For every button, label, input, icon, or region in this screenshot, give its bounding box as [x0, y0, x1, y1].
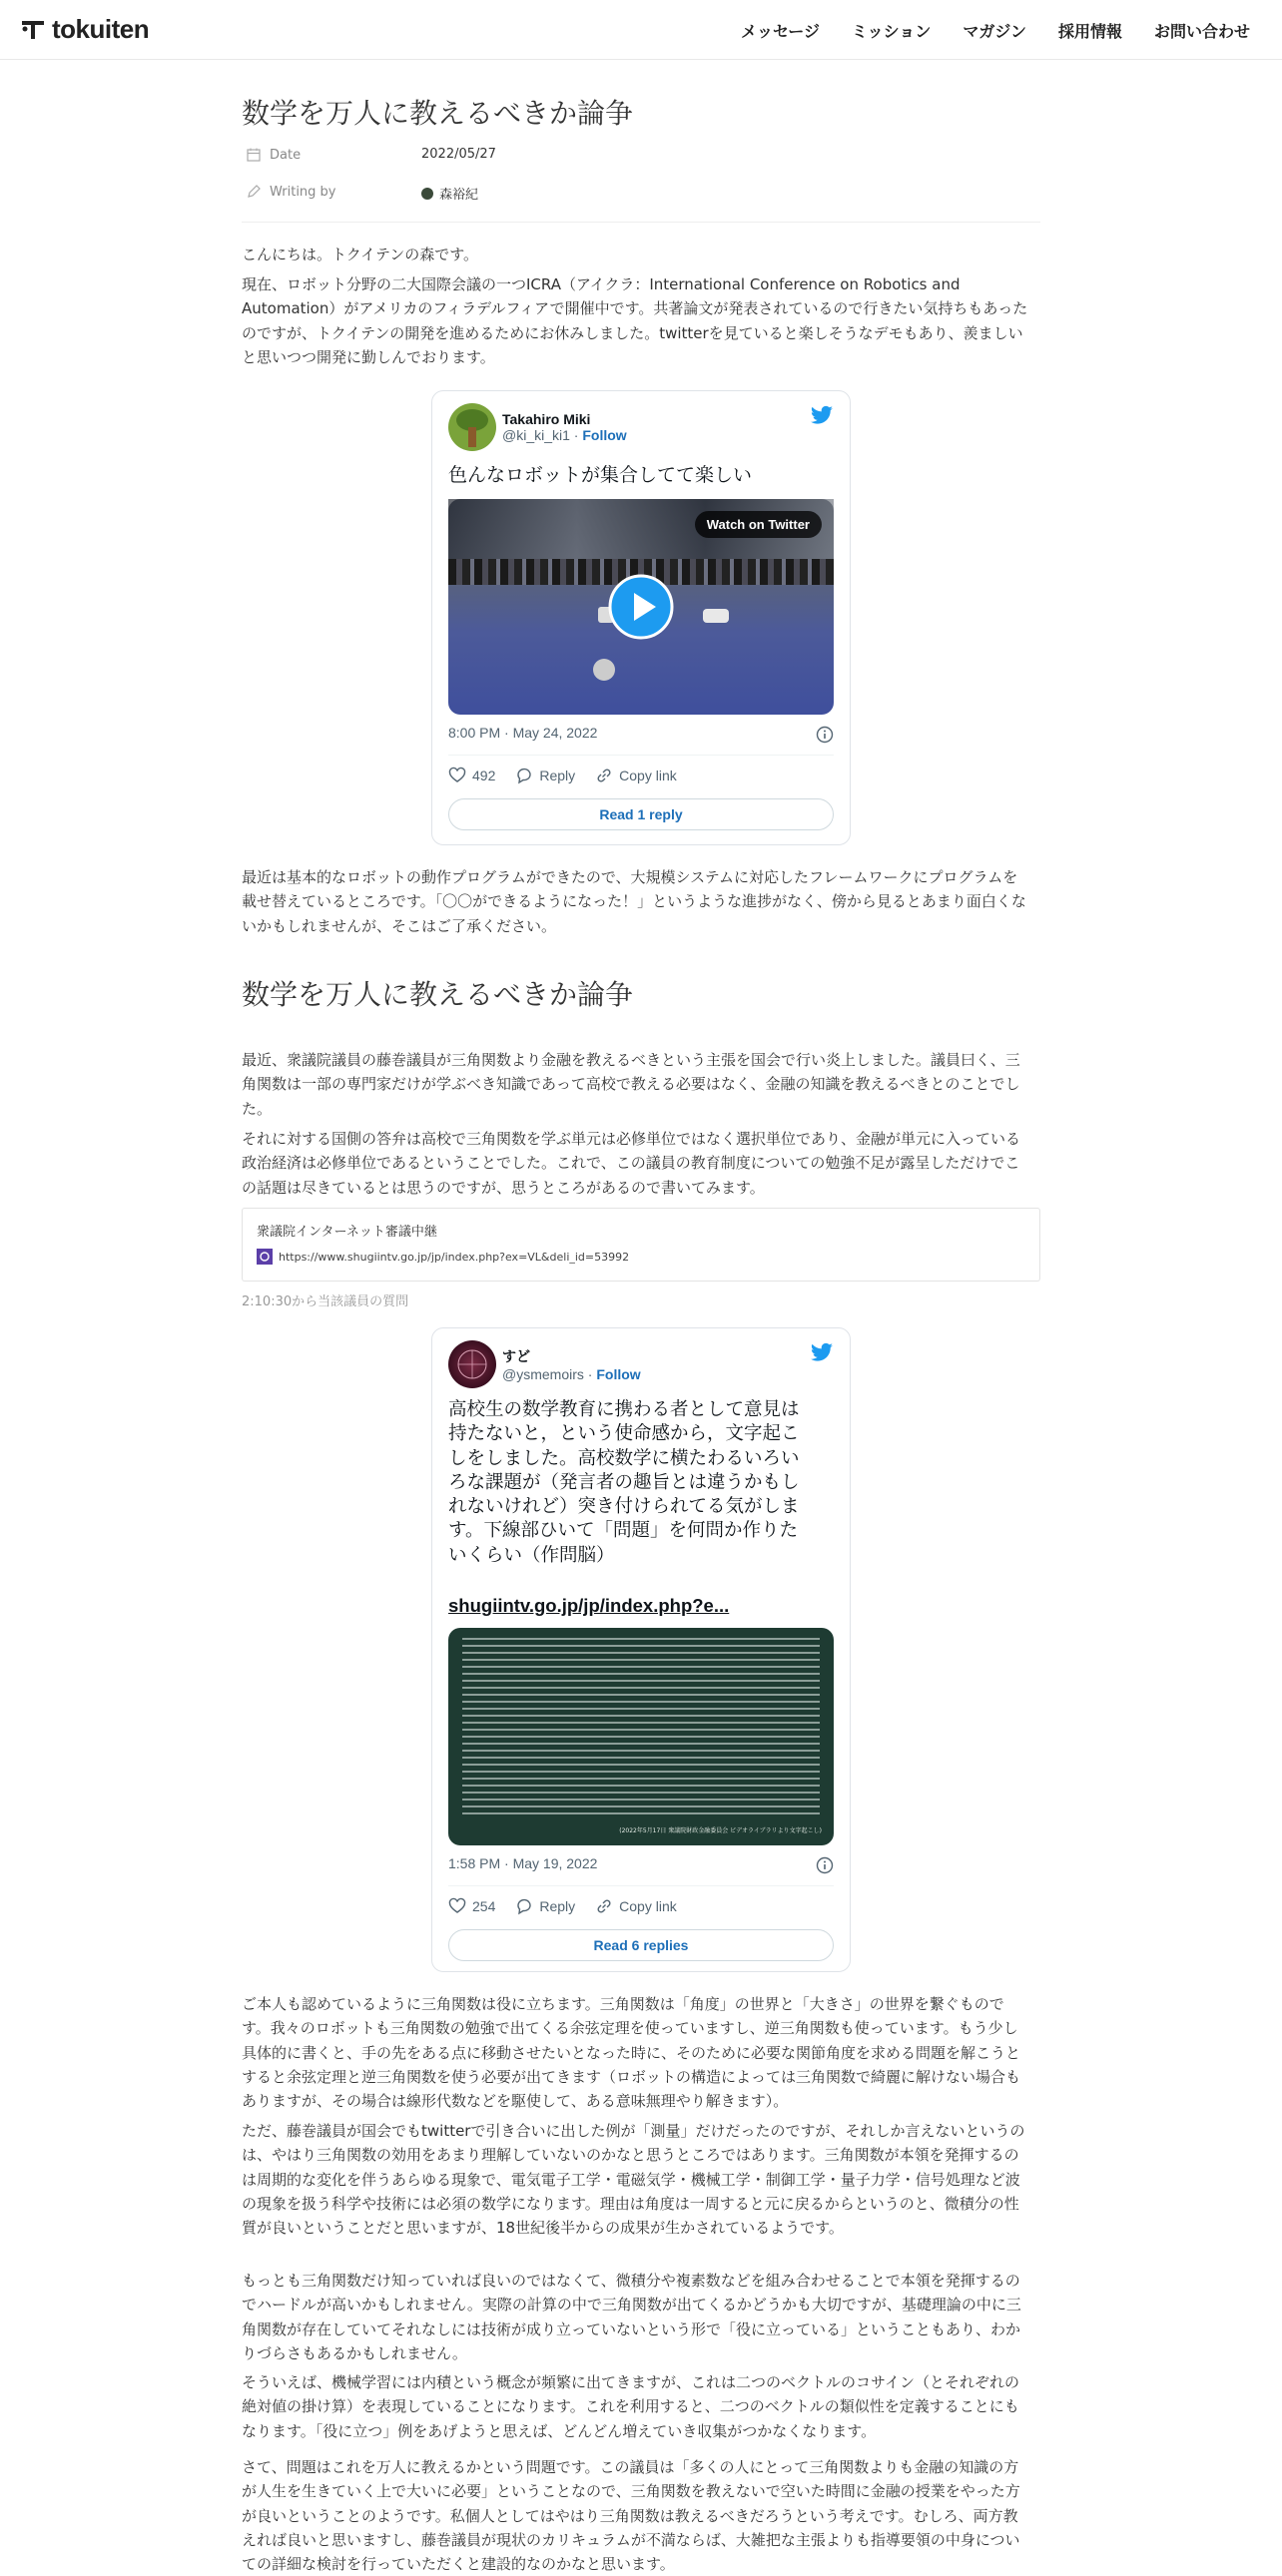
link-card-url-row [257, 1249, 629, 1265]
read-replies-button[interactable]: Read 6 replies [448, 1929, 834, 1961]
tweet-author: すど @ysmemoirs · Follow [448, 1340, 641, 1388]
info-icon[interactable] [816, 726, 834, 744]
image-caption: (2022年5月17日 衆議院財政金融委員会 ビデオライブラリより文字起こし) [619, 1827, 822, 1834]
copy-link-action[interactable]: Copy link [595, 1897, 677, 1915]
main-nav [741, 19, 1250, 42]
meta-divider [242, 222, 1040, 223]
author-meta [246, 184, 336, 200]
like-action[interactable] [448, 1897, 495, 1915]
twitter-bird-icon[interactable] [810, 1340, 834, 1364]
link-icon [595, 1897, 613, 1915]
transcript-text-block [462, 1638, 820, 1817]
copy-link-action[interactable]: Copy link [595, 767, 677, 784]
tweet-video[interactable] [448, 499, 834, 715]
nav-recruit[interactable]: 採用情報 [1057, 22, 1122, 41]
follow-button[interactable]: Follow [582, 427, 627, 443]
reply-action[interactable]: Reply [515, 767, 575, 784]
logo[interactable] [20, 14, 149, 45]
tweet-actions [448, 767, 677, 784]
date-value: 2022/05/27 [421, 147, 496, 162]
author-avatar [421, 188, 433, 200]
closing-paragraph-4: そういえば、機械学習には内積という概念が頻繁に出てきますが、これは二つのベクトルのコサイン（とそれぞれの絶対値の掛け算）を表現していることになります。これを利用すると、二つのベクトルの類似性を定義することにもなります。「役に立つ」例をあげようと思えば、どんどん増えていき収集がつかなくなります。 [242, 2373, 1019, 2440]
tokuiten-logo-icon [20, 17, 46, 43]
link-card[interactable] [242, 1208, 1040, 1282]
reply-icon [515, 767, 533, 784]
site-header [0, 0, 1282, 60]
nav-message[interactable]: メッセージ [740, 22, 820, 41]
avatar[interactable] [448, 403, 496, 451]
play-icon[interactable] [609, 575, 673, 639]
tweet-divider [448, 755, 834, 756]
link-card-title: 衆議院インターネット審議中継 [257, 1225, 437, 1240]
follow-button[interactable]: Follow [596, 1366, 641, 1382]
pen-icon [246, 184, 262, 200]
tweet-text: 高校生の数学教育に携わる者として意見は 持たないと，という使命感から，文字起こ しをしました。高校数学に横たわるいろい ろな課題が（発言者の趣旨とは違うかもし れないけれど）突き付けられてる気がしま す。下線部ひいて「問題」を何問か作りた いくらい（作問脳） [448, 1399, 800, 1566]
robot-dog-figure [703, 609, 729, 623]
tweet-timestamp[interactable]: 1:58 PM · May 19, 2022 [448, 1855, 598, 1871]
tweet-author-name[interactable]: Takahiro Miki [502, 411, 591, 427]
like-count: 254 [472, 1898, 496, 1914]
author-label: Writing by [270, 184, 336, 200]
embedded-tweet-1[interactable] [431, 390, 851, 845]
twitter-bird-icon[interactable] [810, 403, 834, 427]
tweet-actions [448, 1897, 677, 1915]
tweet-link[interactable]: shugiintv.go.jp/jp/index.php?e... [448, 1595, 730, 1616]
link-icon [595, 767, 613, 784]
section-paragraph-1: 最近、衆議院議員の藤巻議員が三角関数より金融を教えるべきという主張を国会で行い炎上しました。議員曰く、三角関数は一部の専門家だけが学ぶべき知識であって高校で教える必要はなく、金融の知識を教えるべきとのことでした。 [242, 1051, 1020, 1118]
tweet-image[interactable] [448, 1628, 834, 1845]
robot-wheel-figure [593, 659, 615, 681]
tweet-author-handle[interactable]: @ysmemoirs [502, 1366, 584, 1382]
section-paragraph-2: それに対する国側の答弁は高校で三角関数を学ぶ単元は必修単位ではなく選択単位であり、金融が単元に入っている政治経済は必修単位であるということでした。これで、この議員の教育制度についての勉強不足が露呈しただけでこの話題は尽きているとは思うのですが、思うところがあるので書いてみます。 [242, 1130, 1021, 1197]
paragraph-progress: 最近は基本的なロボットの動作プログラムができたので、大規模システムに対応したフレームワークにプログラムを載せ替えているところです。「〇〇ができるようになった！」というような進捗がなく、傍から見るとあまり面白くないかもしれませんが、そこはご了承ください。 [242, 868, 1026, 935]
nav-contact[interactable]: お問い合わせ [1153, 22, 1250, 41]
closing-paragraph-3: もっとも三角関数だけ知っていれば良いのではなくて、微積分や複素数などを組み合わせることで本領を発揮するのでハードルが高いかもしれません。実際の計算の中で三角関数が出てくるかどうかも大切ですが、基礎理論の中に三角関数が存在していてそれなしには技術が成り立っていないという形で「役に立っている」ということもあり、わかりづらさもあるかもしれません。 [242, 2272, 1021, 2362]
tweet-author: Takahiro Miki @ki_ki_ki1 · Follow [448, 403, 627, 451]
favicon-icon [257, 1249, 273, 1265]
heart-icon [448, 1897, 466, 1915]
heart-icon [448, 767, 466, 784]
avatar[interactable] [448, 1340, 496, 1388]
nav-magazine[interactable]: マガジン [962, 22, 1026, 41]
link-caption: 2:10:30から当該議員の質問 [242, 1294, 409, 1309]
info-icon[interactable] [816, 1856, 834, 1874]
reply-icon [515, 1897, 533, 1915]
tweet-author-name[interactable]: すど [502, 1348, 530, 1364]
date-label: Date [270, 147, 302, 163]
author-value[interactable]: 森裕紀 [421, 184, 478, 203]
tweet-divider [448, 1885, 834, 1886]
tweet-author-handle[interactable]: @ki_ki_ki1 [502, 427, 570, 443]
like-count: 492 [472, 768, 496, 783]
reply-action[interactable]: Reply [515, 1897, 575, 1915]
tweet-timestamp[interactable]: 8:00 PM · May 24, 2022 [448, 725, 598, 741]
avatar-pattern-icon [448, 1340, 496, 1388]
section-heading: 数学を万人に教えるべきか論争 [242, 978, 634, 1011]
tweet-text: 色んなロボットが集合してて楽しい [448, 464, 753, 486]
page-title: 数学を万人に教えるべきか論争 [242, 97, 634, 130]
closing-paragraph-1: ご本人も認めているように三角関数は役に立ちます。三角関数は「角度」の世界と「大きさ」の世界を繋ぐものです。我々のロボットも三角関数の勉強で出てくる余弦定理を使っていますし、逆三角関数も使っています。もう少し具体的に書くと、手の先をある点に移動させたいとなった時に、そのために必要な関節角度を求める問題を解こうとすると余弦定理と逆三角関数を使う必要が出てきます（ロボットの構造によっては三角関数で綺麗に解けない場合もありますが、その場合は線形代数などを駆使して、ある意味無理やり解きます）。 [242, 1995, 1021, 2111]
closing-paragraph-5: さて、問題はこれを万人に教えるかという問題です。この議員は「多くの人にとって三角関数よりも金融の知識の方が人生を生きていく上で大いに必要」ということなので、三角関数を教えないで空いた時間に金融の授業をやった方が良いということのようです。私個人としてはやはり三角関数は教えるべきだろうという考えです。むしろ、両方教えれば良いと思いますし、藤巻議員が現状のカリキュラムが不満ならば、大雑把な主張よりも指導要領の中身についての詳細な検討を行っていただくと建設的なのかなと思います。 [242, 2458, 1020, 2574]
closing-paragraph-2: ただ、藤巻議員が国会でもtwitterで引き合いに出した例が「測量」だけだったのですが、それしか言えないというのは、やはり三角関数の効用をあまり理解していないのかなと思うところではあります。三角関数が本領を発揮するのは周期的な変化を伴うあらゆる現象で、電気電子工学・電磁気学・機械工学・制御工学・量子力学・信号処理など波の現象を扱う科学や技術には必須の数学になります。理由は角度は一周すると元に戻るからというのと、微積分の性質が良いということだと思いますが、18世紀後半からの成果が生かされているようです。 [242, 2122, 1025, 2238]
watch-on-twitter-button[interactable]: Watch on Twitter [695, 511, 822, 538]
intro-paragraph-1: こんにちは。トクイテンの森です。 [242, 246, 479, 263]
logo-text: tokuiten [52, 14, 150, 44]
calendar-icon [246, 147, 262, 163]
link-card-url: https://www.shugiintv.go.jp/jp/index.php?ex=VL&deli_id=53992 [279, 1250, 630, 1264]
read-replies-button[interactable]: Read 1 reply [448, 798, 834, 830]
like-action[interactable] [448, 767, 495, 784]
intro-paragraph-2: 現在、ロボット分野の二大国際会議の一つICRA（アイクラ：International Conference on Robotics and Automation）がアメリカのフィラデルフィアで開催中です。共著論文が発表されているので行きたい気持ちもあったのですが、トクイテンの開発を進めるためにお休みしました。twitterを見ていると楽しそうなデモもあり、羨ましいと思いつつ開発に勤しんでおります。 [242, 275, 1028, 366]
embedded-tweet-2[interactable] [431, 1327, 851, 1972]
date-meta [246, 147, 301, 163]
nav-mission[interactable]: ミッション [851, 22, 932, 41]
